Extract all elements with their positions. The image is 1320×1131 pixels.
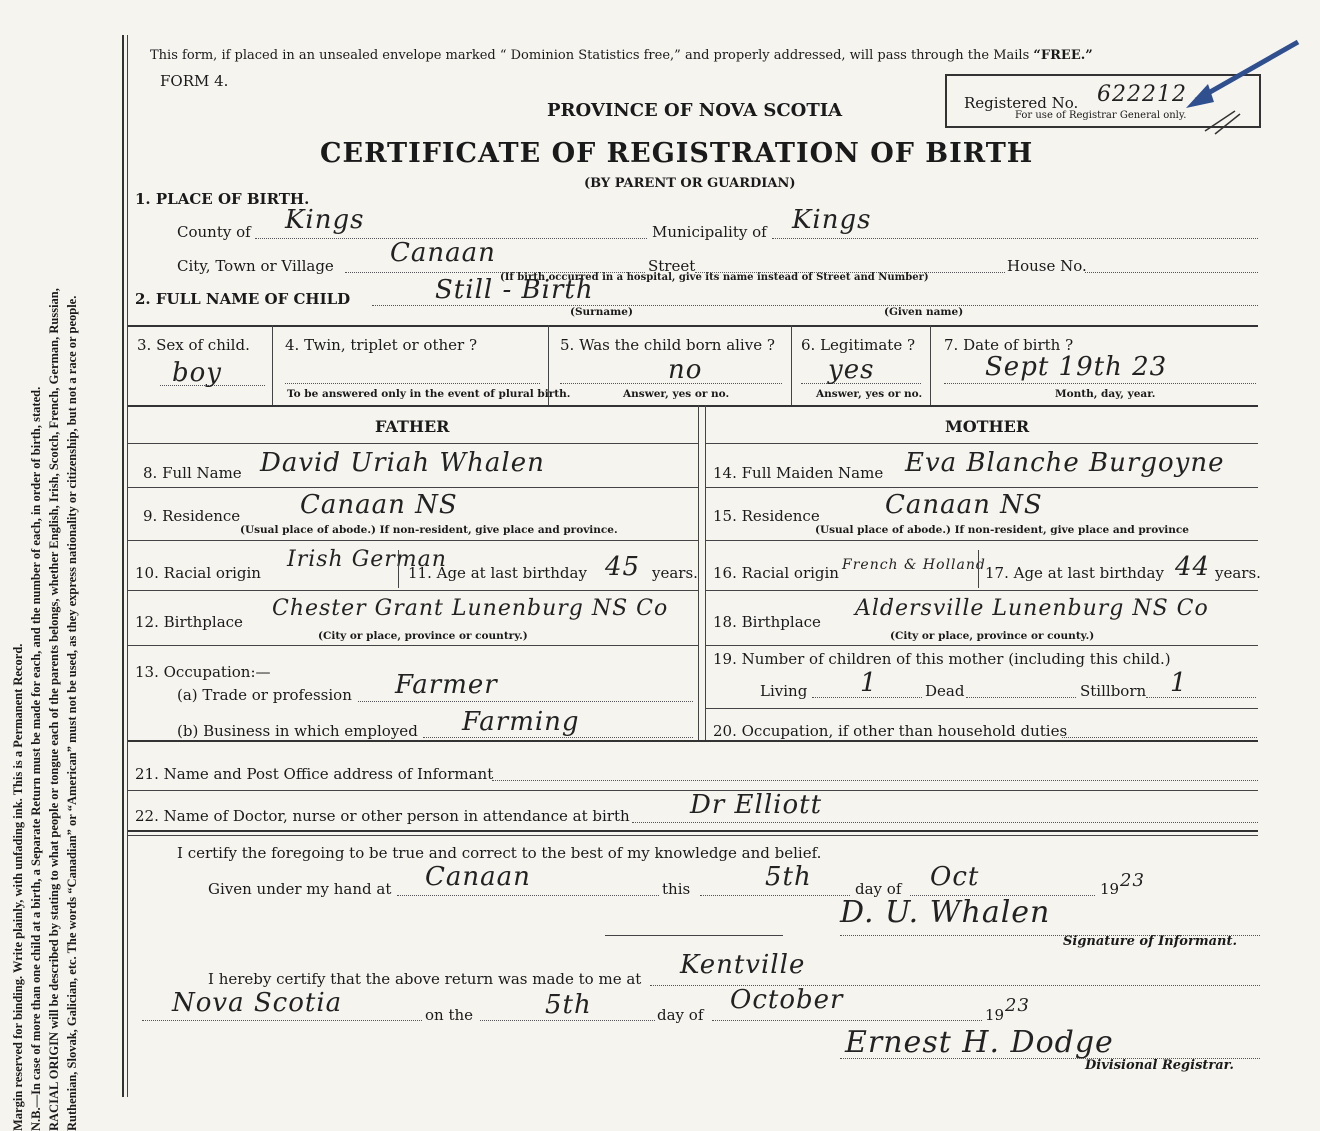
hospital-note: (If birth occurred in a hospital, give its name instead of Street and Number) bbox=[500, 272, 929, 283]
reg-year-prefix: 19 bbox=[985, 1006, 1005, 1024]
mother-residence-label: 15. Residence bbox=[713, 507, 820, 525]
trade-label: (a) Trade or profession bbox=[177, 686, 352, 704]
mother-residence-note: (Usual place of abode.) If non-resident, give place and province bbox=[815, 524, 1189, 536]
county-label: County of bbox=[177, 223, 251, 241]
business-value: Farming bbox=[462, 707, 580, 737]
arrow-icon bbox=[1180, 36, 1305, 136]
mother-race-value: French & Holland bbox=[842, 557, 986, 573]
dob-value: Sept 19th 23 bbox=[985, 352, 1168, 382]
registrar-signature: Ernest H. Dodge bbox=[845, 1025, 1114, 1060]
given-name-label: (Given name) bbox=[884, 306, 964, 318]
child-name-label: 2. FULL NAME OF CHILD bbox=[135, 290, 351, 308]
margin-note: RACIAL ORIGIN will be described by stating to what people or tongue each of the parents belongs, whether English, Irish, Scotch, French, German, Russian, bbox=[47, 288, 61, 1131]
father-residence-label: 9. Residence bbox=[143, 507, 241, 525]
father-birthplace-value: Chester Grant Lunenburg NS Co bbox=[272, 596, 669, 621]
mother-name-value: Eva Blanche Burgoyne bbox=[905, 448, 1225, 478]
mail-notice: This form, if placed in an unsealed envelope marked “ Dominion Statistics free,” and properly addressed, will pass through the Mails “FREE.” bbox=[150, 48, 1093, 63]
dead-label: Dead bbox=[925, 682, 965, 700]
reg-month: October bbox=[730, 985, 844, 1015]
given-day: 5th bbox=[765, 862, 812, 892]
informant-label: 21. Name and Post Office address of Informant bbox=[135, 765, 494, 783]
street-label: Street bbox=[648, 257, 696, 275]
city-label: City, Town or Village bbox=[177, 257, 334, 275]
father-age-label: 11. Age at last birthday bbox=[408, 564, 587, 582]
doctor-label: 22. Name of Doctor, nurse or other person in attendance at birth bbox=[135, 807, 630, 825]
margin-rule bbox=[127, 35, 128, 1097]
registrar-text: I hereby certify that the above return was made to me at bbox=[208, 970, 642, 988]
reg-day-of: day of bbox=[657, 1006, 704, 1024]
margin-rule bbox=[122, 35, 124, 1097]
reg-year: 23 bbox=[1005, 995, 1030, 1016]
given-day-of: day of bbox=[855, 880, 902, 898]
alive-note: Answer, yes or no. bbox=[623, 388, 730, 400]
dob-label: 7. Date of birth ? bbox=[944, 336, 1074, 354]
alive-label: 5. Was the child born alive ? bbox=[560, 336, 775, 354]
mother-birthplace-value: Aldersville Lunenburg NS Co bbox=[855, 596, 1209, 621]
county-value: Kings bbox=[285, 205, 365, 235]
father-age-value: 45 bbox=[605, 552, 641, 582]
children-label: 19. Number of children of this mother (including this child.) bbox=[713, 650, 1171, 668]
father-residence-value: Canaan NS bbox=[300, 490, 458, 520]
father-residence-note: (Usual place of abode.) If non-resident, give place and province. bbox=[240, 524, 618, 536]
given-year: 23 bbox=[1120, 870, 1145, 891]
living-value: 1 bbox=[860, 668, 878, 698]
registered-number: 622212 bbox=[1097, 82, 1187, 107]
father-race-value: Irish German bbox=[287, 547, 447, 572]
mother-birthplace-note: (City or place, province or county.) bbox=[890, 630, 1095, 642]
mother-age-value: 44 bbox=[1175, 552, 1211, 582]
mother-heading: MOTHER bbox=[945, 417, 1030, 436]
father-race-label: 10. Racial origin bbox=[135, 564, 261, 582]
page-subtitle: (BY PARENT OR GUARDIAN) bbox=[584, 176, 796, 191]
province-heading: PROVINCE OF NOVA SCOTIA bbox=[547, 100, 843, 121]
father-name-value: David Uriah Whalen bbox=[260, 448, 545, 478]
margin-note: Ruthenian, Slovak, Galician, etc. The words “Canadian” or “American” must not be used, as they express nationality or citizenship, but not a race or people. bbox=[65, 295, 79, 1131]
mother-residence-value: Canaan NS bbox=[885, 490, 1043, 520]
occupation-label: 13. Occupation:— bbox=[135, 663, 271, 681]
mother-age-label: 17. Age at last birthday bbox=[985, 564, 1164, 582]
registrar-place: Kentville bbox=[680, 950, 806, 980]
reg-on-the: on the bbox=[425, 1006, 474, 1024]
father-birthplace-note: (City or place, province or country.) bbox=[318, 630, 528, 642]
doctor-value: Dr Elliott bbox=[690, 790, 823, 820]
signature-label: Signature of Informant. bbox=[1063, 934, 1237, 949]
house-label: House No. bbox=[1007, 257, 1087, 275]
father-name-label: 8. Full Name bbox=[143, 464, 242, 482]
registrar-province: Nova Scotia bbox=[172, 988, 343, 1018]
dob-note: Month, day, year. bbox=[1055, 388, 1156, 400]
legit-label: 6. Legitimate ? bbox=[801, 336, 916, 354]
sex-value: boy bbox=[172, 358, 222, 388]
municipality-label: Municipality of bbox=[652, 223, 767, 241]
city-value: Canaan bbox=[390, 238, 496, 268]
mother-years: years. bbox=[1215, 564, 1261, 582]
sex-label: 3. Sex of child. bbox=[137, 336, 250, 354]
alive-value: no bbox=[668, 355, 703, 385]
father-heading: FATHER bbox=[375, 417, 450, 436]
given-place: Canaan bbox=[425, 862, 531, 892]
legit-note: Answer, yes or no. bbox=[816, 388, 923, 400]
registered-note: For use of Registrar General only. bbox=[1015, 110, 1187, 121]
surname-label: (Surname) bbox=[570, 306, 633, 318]
given-this: this bbox=[662, 880, 691, 898]
given-label: Given under my hand at bbox=[208, 880, 392, 898]
mother-birthplace-label: 18. Birthplace bbox=[713, 613, 821, 631]
twin-label: 4. Twin, triplet or other ? bbox=[285, 336, 477, 354]
father-birthplace-label: 12. Birthplace bbox=[135, 613, 243, 631]
trade-value: Farmer bbox=[395, 670, 498, 700]
mother-name-label: 14. Full Maiden Name bbox=[713, 464, 884, 482]
place-heading: 1. PLACE OF BIRTH. bbox=[135, 190, 310, 208]
stillborn-value: 1 bbox=[1170, 668, 1188, 698]
form-number: FORM 4. bbox=[160, 72, 229, 90]
informant-signature: D. U. Whalen bbox=[840, 895, 1051, 930]
margin-note: N.B.—In case of more than one child at a birth, a Separate Return must be made for each, and the number of each, in order of birth, stated. bbox=[29, 386, 43, 1131]
registrar-label: Divisional Registrar. bbox=[1085, 1058, 1234, 1073]
page-title: CERTIFICATE OF REGISTRATION OF BIRTH bbox=[320, 138, 1034, 169]
registered-label: Registered No. bbox=[964, 94, 1079, 112]
given-year-prefix: 19 bbox=[1100, 880, 1120, 898]
mother-occupation-label: 20. Occupation, if other than household duties bbox=[713, 722, 1068, 740]
margin-notes bbox=[9, 31, 81, 1131]
child-name-value: Still - Birth bbox=[435, 275, 594, 305]
reg-day: 5th bbox=[545, 990, 592, 1020]
legit-value: yes bbox=[828, 355, 875, 385]
certify-text: I certify the foregoing to be true and correct to the best of my knowledge and belief. bbox=[177, 844, 822, 862]
twin-note: To be answered only in the event of plural birth. bbox=[287, 388, 571, 400]
municipality-value: Kings bbox=[792, 205, 872, 235]
mother-race-label: 16. Racial origin bbox=[713, 564, 839, 582]
margin-note: Margin reserved for binding. Write plainly, with unfading ink. This is a Permanent Record. bbox=[11, 643, 25, 1131]
father-years: years. bbox=[652, 564, 698, 582]
living-label: Living bbox=[760, 682, 808, 700]
business-label: (b) Business in which employed bbox=[177, 722, 418, 740]
stillborn-label: Stillborn bbox=[1080, 682, 1147, 700]
given-month: Oct bbox=[930, 862, 980, 892]
